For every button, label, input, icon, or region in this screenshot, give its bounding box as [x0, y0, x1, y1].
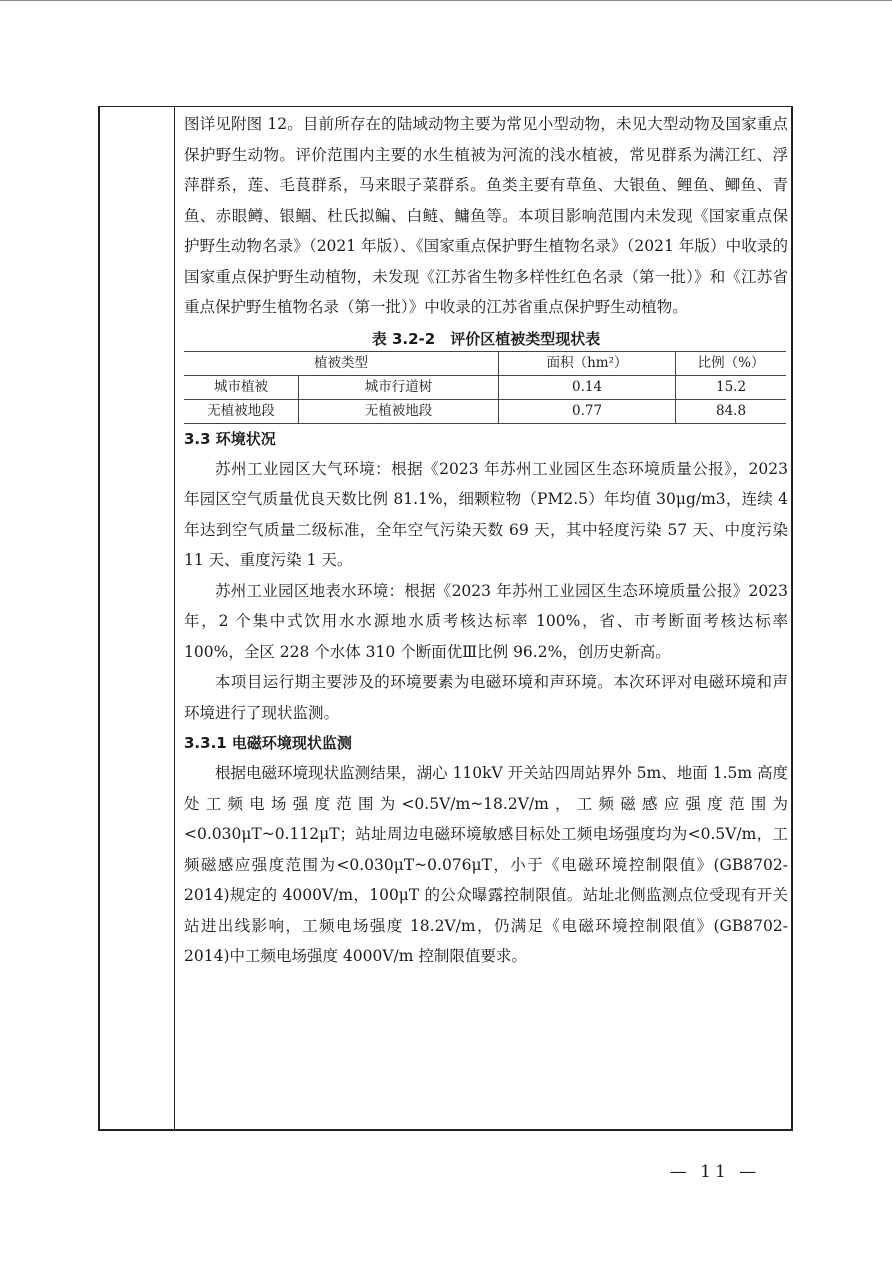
paragraph-water: 苏州工业园区地表水环境：根据《2023 年苏州工业园区生态环境质量公报》2023 年，2 个集中式饮用水水源地水质考核达标率 100%，省、市考断面考核达标率 100%，全区 228 个水体 310 个断面优Ⅲ比例 96.2%，创历史新高。 [184, 581, 788, 661]
table-cell: 无植被地段 [299, 399, 499, 423]
content-cell [184, 109, 788, 972]
paragraph-elements: 本项目运行期主要涉及的环境要素为电磁环境和声环境。本次环评对电磁环境和声环境进行了现状监测。 [184, 673, 788, 722]
left-label-column [100, 107, 175, 1129]
page-number: — 11 — [669, 1162, 761, 1182]
vegetation-table [184, 351, 786, 424]
table-cell: 城市植被 [184, 375, 299, 399]
table-cell: 城市行道树 [299, 375, 499, 399]
top-border-line [0, 0, 892, 1]
heading-em-monitoring: 3.3.1 电磁环境现状监测 [184, 734, 352, 752]
paragraph-air: 苏州工业园区大气环境：根据《2023 年苏州工业园区生态环境质量公报》，2023 年园区空气质量优良天数比例 81.1%，细颗粒物（PM2.5）年均值 30μg/m3，连续 4 年达到空气质量二级标准，全年空气污染天数 69 天，其中轻度污染 57 天、中度污染 11 天、重度污染 1 天。 [184, 459, 788, 569]
table-caption: 表 3.2-2 评价区植被类型现状表 [371, 329, 601, 348]
table-cell: 84.8 [676, 399, 786, 423]
table-row [184, 399, 786, 423]
paragraph-em-results: 根据电磁环境现状监测结果，湖心 110kV 开关站四周站界外 5m、地面 1.5m 高度处工频电场强度范围为<0.5V/m~18.2V/m，工频磁感应强度范围为<0.030μT~0.112μT；站址周边电磁环境敏感目标处工频电场强度均为<0.5V/m，工频磁感应强度范围为<0.030μT~0.076μT，小于《电磁环境控制限值》(GB8702-2014)规定的 4000V/m，100μT 的公众曝露控制限值。站址北侧监测点位受现有开关站进出线影响，工频电场强度 18.2V/m，仍满足《电磁环境控制限值》(GB8702-2014)中工频电场强度 4000V/m 控制限值要求。 [184, 764, 788, 965]
table-header-row [184, 351, 786, 375]
heading-environment: 3.3 环境状况 [184, 429, 276, 448]
table-cell: 15.2 [676, 375, 786, 399]
form-table-frame [98, 106, 793, 1131]
header-veg-type: 植被类型 [184, 351, 499, 375]
table-cell: 无植被地段 [184, 399, 299, 423]
paragraph-ecology: 图详见附图 12。目前所存在的陆域动物主要为常见小型动物，未见大型动物及国家重点保护野生动物。评价范围内主要的水生植被为河流的浅水植被，常见群系为满江红、浮萍群系，莲、毛茛群系，马来眼子菜群系。鱼类主要有草鱼、大银鱼、鲤鱼、鲫鱼、青鱼、赤眼鳟、银鲴、杜氏拟鳊、白鲢、鳙鱼等。本项目影响范围内未发现《国家重点保护野生动物名录》（2021 年版）、《国家重点保护野生植物名录》（2021 年版）中收录的国家重点保护野生动植物，未发现《江苏省生物多样性红色名录（第一批）》和《江苏省重点保护野生植物名录（第一批）》中收录的江苏省重点保护野生动植物。 [184, 115, 788, 316]
header-area: 面积（hm²） [499, 351, 676, 375]
table-cell: 0.77 [499, 399, 676, 423]
table-row [184, 375, 786, 399]
table-cell: 0.14 [499, 375, 676, 399]
header-ratio: 比例（%） [676, 351, 786, 375]
